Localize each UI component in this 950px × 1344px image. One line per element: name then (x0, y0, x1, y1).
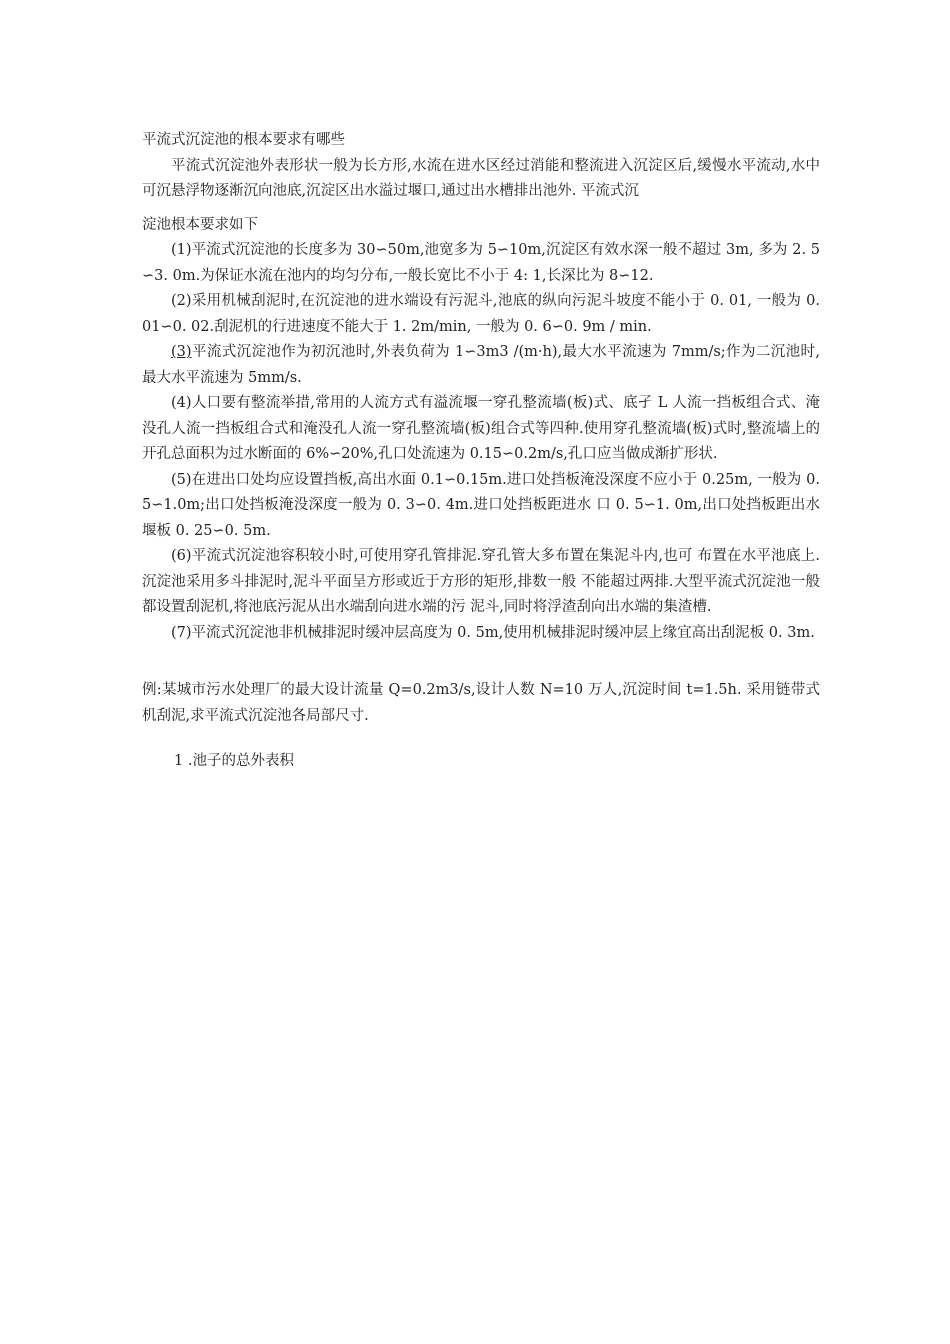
requirement-item-4: (4)人口要有整流举措,常用的人流方式有溢流堰一穿孔整流墙(板)式、底孑 L 人流一挡板组合式、淹没孔人流一挡板组合式和淹没孔人流一穿孔整流墙(板)组合式等四种.使用穿孔整流墙(板)式时,整流墙上的开孔总面积为过水断面的 6%∽20%,孔口处流速为 0.15∽0.2m/s,孔口应当做成渐扩形状. (142, 395, 820, 462)
intro-paragraph: 平流式沉淀池外表形状一般为长方形,水流在进水区经过消能和整流进入沉淀区后,缓慢水平流动,水中可沉悬浮物逐渐沉向池底,沉淀区出水溢过堰口,通过出水槽排出池外. 平流式沉 (142, 157, 820, 199)
requirement-item-1: (1)平流式沉淀池的长度多为 30∽50m,池宽多为 5∽10m,沉淀区有效水深一般不超过 3m, 多为 2. 5∽3. 0m.为保证水流在池内的均匀分布,一般长宽比不小于 4: 1,长深比为 8∽12. (142, 242, 820, 284)
requirement-item-3-number: (3) (171, 344, 192, 360)
example-paragraph: 例:某城市污水处理厂的最大设计流量 Q=0.2m3/s,设计人数 N=10 万人,沉淀时间 t=1.5h. 采用链带式机刮泥,求平流式沉淀池各局部尺寸. (142, 682, 820, 724)
requirement-item-7: (7)平流式沉淀池非机械排泥时缓冲层高度为 0. 5m,使用机械排泥时缓冲层上缘宜高出刮泥板 0. 3m. (171, 624, 815, 641)
requirement-item-3-text: 平流式沉淀池作为初沉池时,外表负荷为 1∽3m3 /(m·h),最大水平流速为 7mm/s;作为二沉池时,最大水平流速为 5mm/s. (142, 344, 820, 386)
document-page (142, 128, 820, 775)
requirement-item-2: (2)采用机械刮泥时,在沉淀池的进水端设有污泥斗,池底的纵向污泥斗坡度不能小于 0. 01, 一般为 0. 01∽0. 02.刮泥机的行进速度不能大于 1. 2m/min, 一般为 0. 6∽0. 9m / min. (142, 293, 820, 335)
document-title: 平流式沉淀池的根本要求有哪些 (142, 132, 345, 148)
requirement-item-6: (6)平流式沉淀池容积较小时,可使用穿孔管排泥.穿孔管大多布置在集泥斗内,也可 布置在水平池底上.沉淀池采用多斗排泥时,泥斗平面呈方形或近于方形的矩形,排数一般 不能超过两排.大型平流式沉淀池一般都设置刮泥机,将池底污泥从出水端刮向进水端的污 泥斗,同时将浮渣刮向出水端的集渣槽. (142, 548, 820, 615)
requirement-item-3 (142, 340, 820, 391)
requirement-item-5: (5)在进出口处均应设置挡板,高出水面 0.1∽0.15m.进口处挡板淹没深度不应小于 0.25m, 一般为 0. 5∽1.0m;出口处挡板淹没深度一般为 0. 3∽0. 4m.进口处挡板距进水 口 0. 5∽1. 0m,出口处挡板距出水堰板 0. 25∽0. 5m. (142, 471, 820, 539)
intro-continuation: 淀池根本要求如下 (142, 216, 258, 233)
section-heading-total-area: 1 .池子的总外表积 (174, 753, 294, 769)
